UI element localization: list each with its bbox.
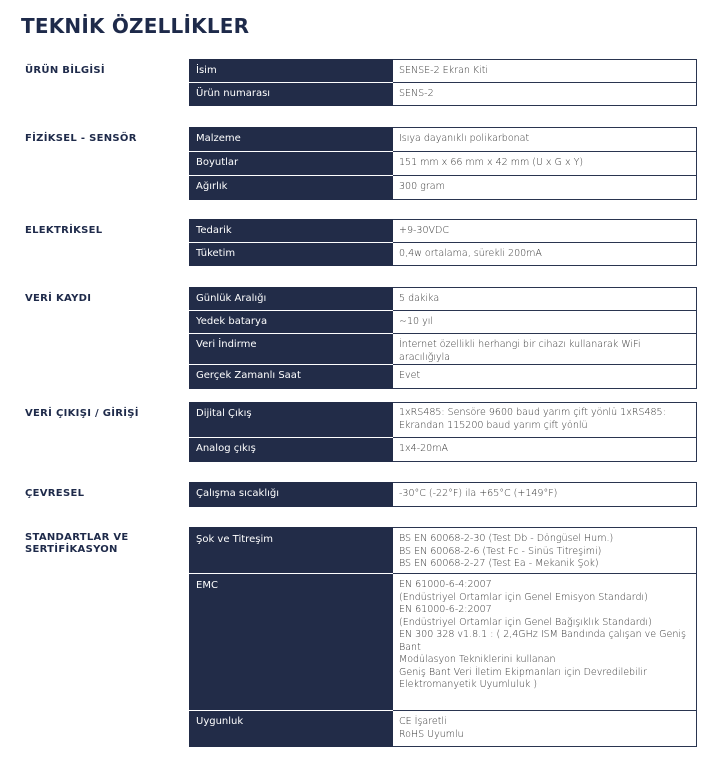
spec-value-line: +9-30VDC	[399, 225, 449, 236]
table-row	[190, 403, 697, 438]
spec-table-standards-certification	[189, 527, 697, 747]
table-row	[190, 128, 697, 152]
spec-key: Malzeme	[190, 128, 393, 152]
section-label-data-logging: VERİ KAYDI	[25, 293, 92, 304]
spec-key: Tedarik	[190, 220, 393, 243]
spec-table-product-info	[189, 59, 697, 106]
spec-value-line: 300 gram	[399, 181, 445, 192]
spec-value-line: CE İşaretli	[399, 716, 447, 727]
spec-table-data-logging	[189, 287, 697, 389]
spec-value-line: SENS-2	[399, 88, 434, 99]
table-row	[190, 438, 697, 462]
table-row	[190, 288, 697, 311]
table-row	[190, 483, 697, 507]
table-row	[190, 220, 697, 243]
spec-key: Boyutlar	[190, 152, 393, 176]
spec-value-line: Elektromanyetik Uyumluluk )	[399, 679, 538, 690]
spec-value	[393, 288, 697, 311]
spec-value-line: BS EN 60068-2-6 (Test Fc - Sinüs Titreşimi)	[399, 545, 602, 557]
spec-value-line: İnternet özellikli herhangi bir cihazı kullanarak WiFi aracılığıyla	[399, 339, 641, 363]
spec-key: Günlük Aralığı	[190, 288, 393, 311]
spec-value-line: 1x4-20mA	[399, 443, 448, 454]
spec-key: Şok ve Titreşim	[190, 528, 393, 574]
spec-value-line: 1xRS485: Sensöre 9600 baud yarım çift yönlü 1xRS485:	[399, 407, 666, 418]
spec-key: Çalışma sıcaklığı	[190, 483, 393, 507]
spec-value-line: Ekrandan 115200 baud yarım çift yönlü	[399, 419, 588, 431]
spec-key: İsim	[190, 60, 393, 83]
table-row	[190, 152, 697, 176]
spec-value	[393, 438, 697, 462]
spec-table-electrical	[189, 219, 697, 266]
spec-value	[393, 334, 697, 365]
spec-value-line: Isıya dayanıklı polikarbonat	[399, 133, 530, 144]
spec-value-line: BS EN 60068-2-27 (Test Ea - Mekanik Şok)	[399, 558, 599, 569]
spec-key: EMC	[190, 574, 393, 711]
spec-value	[393, 483, 697, 507]
spec-value-line: SENSE-2 Ekran Kiti	[399, 65, 489, 76]
spec-value	[393, 60, 697, 83]
spec-key: Gerçek Zamanlı Saat	[190, 365, 393, 389]
spec-key: Veri İndirme	[190, 334, 393, 365]
table-row	[190, 528, 697, 574]
spec-value-line: (Endüstriyel Ortamlar için Genel Bağışıklık Standardı)	[399, 616, 652, 628]
section-label-data-io: VERİ ÇIKIŞI / GİRİŞİ	[25, 408, 139, 419]
spec-table-data-io	[189, 402, 697, 462]
table-row	[190, 311, 697, 334]
spec-value-line: BS EN 60068-2-30 (Test Db - Döngüsel Hum.)	[399, 533, 614, 544]
spec-value-line: ~10 yıl	[399, 316, 433, 327]
section-label-electrical: ELEKTRİKSEL	[25, 225, 103, 236]
spec-key: Uygunluk	[190, 711, 393, 747]
spec-key: Ağırlık	[190, 176, 393, 200]
spec-value-line: EN 300 328 v1.8.1 : ( 2,4GHz ISM Bandında çalışan ve Geniş Bant	[399, 629, 686, 653]
spec-value	[393, 365, 697, 389]
spec-value-line: Geniş Bant Veri İletim Ekipmanları için Devredilebilir	[399, 666, 647, 678]
table-row	[190, 60, 697, 83]
table-row	[190, 711, 697, 747]
spec-value-line: -30°C (-22°F) ila +65°C (+149°F)	[399, 488, 558, 499]
section-label-physical-sensor: FİZİKSEL - SENSÖR	[25, 133, 137, 144]
spec-value-line: EN 61000-6-4:2007	[399, 579, 492, 590]
spec-value	[393, 176, 697, 200]
spec-value-line: Evet	[399, 370, 421, 381]
spec-value-line: 151 mm x 66 mm x 42 mm (U x G x Y)	[399, 157, 584, 168]
table-row	[190, 83, 697, 106]
spec-value-line: 0,4w ortalama, sürekli 200mA	[399, 248, 542, 259]
spec-value	[393, 152, 697, 176]
table-row	[190, 243, 697, 266]
spec-key: Analog çıkış	[190, 438, 393, 462]
spec-value	[393, 83, 697, 106]
spec-key: Tüketim	[190, 243, 393, 266]
page-title: TEKNİK ÖZELLİKLER	[21, 14, 250, 38]
section-label-product-info: ÜRÜN BİLGİSİ	[25, 65, 105, 76]
spec-table-physical-sensor	[189, 127, 697, 200]
spec-value-line: Modülasyon Tekniklerini kullanan	[399, 654, 556, 665]
spec-value-line: EN 61000-6-2:2007	[399, 604, 492, 615]
section-label-environmental: ÇEVRESEL	[25, 488, 85, 499]
spec-key: Dijital Çıkış	[190, 403, 393, 438]
spec-value-line: (Endüstriyel Ortamlar için Genel Emisyon Standardı)	[399, 591, 648, 603]
spec-value	[393, 711, 697, 747]
section-label-standards-certification: STANDARTLAR VE SERTİFİKASYON	[25, 532, 129, 555]
table-row	[190, 574, 697, 711]
spec-value	[393, 574, 697, 711]
spec-value	[393, 528, 697, 574]
table-row	[190, 176, 697, 200]
spec-value	[393, 220, 697, 243]
spec-key: Ürün numarası	[190, 83, 393, 106]
spec-value-line: RoHS Uyumlu	[399, 728, 464, 740]
table-row	[190, 365, 697, 389]
spec-value	[393, 311, 697, 334]
spec-value	[393, 128, 697, 152]
spec-table-environmental	[189, 482, 697, 507]
spec-value	[393, 403, 697, 438]
spec-value-line: 5 dakika	[399, 293, 440, 304]
spec-value	[393, 243, 697, 266]
table-row	[190, 334, 697, 365]
spec-key: Yedek batarya	[190, 311, 393, 334]
